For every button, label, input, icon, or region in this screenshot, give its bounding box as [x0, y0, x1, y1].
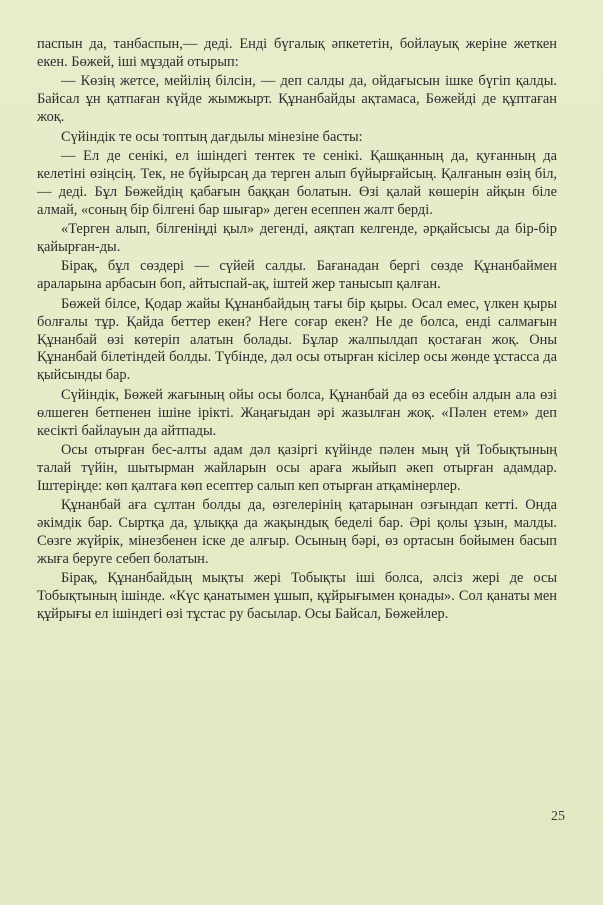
- paragraph-10: Құнанбай аға сұлтан болды да, өзгелерінің қатарынан озғындап кетті. Онда әкімдік бар. Сыртқа да, ұлыққа да жақындық беделі бар. Әрі қолы ұзын, малды. Сөзге жүйрік, мінезбенен іске де алғыр. Осының бәрі, өз ортасын бойымен басып жыға беруге себеп болатын.: [37, 497, 557, 567]
- paragraph-9: Осы отырған бес-алты адам дәл қазіргі күйінде пәлен мың үй Тобықтының талай түйін, шытырман жайларын осы араға жыйып әкеп отырған адамдар. Іштеріңде: көп қалтаға көп есептер салып кеп отырған атқамінерлер.: [37, 441, 557, 494]
- paragraph-7: Бөжей білсе, Қодар жайы Құнанбайдың тағы бір қыры. Осал емес, үлкен қыры болғалы тұр. Қайда беттер екен? Неге соғар екен? Не де болса, енді салмағын Құнанбай өзі көтеріп алатын болады. Бұлар жалпылдап қостаған жоқ. Оны Құнанбай білетіндей болды. Түбінде, дәл осы отырған кісілер осы жөнде ұстасса да қыйсынды бар.: [37, 295, 557, 384]
- paragraph-2: — Көзің жетсе, мейілің білсін, — деп салды да, ойдағысын ішке бүгіп қалды. Байсал ұн қатпаған күйде жымжырт. Құнанбайды ақтамаса, Бөжейді де құптаған жоқ.: [37, 73, 557, 126]
- paragraph-1: паспын да, танбаспын,— деді. Енді бүгалық әпкететін, бойлауық жеріне жеткен екен. Бөжей, іші мұздай отырып:: [37, 36, 557, 70]
- paragraph-6: Бірақ, бұл сөздері — сүйей салды. Бағанадан бергі сөзде Құнанбаймен араларына арбасын боп, айтыспай-ақ, іштей жер танысып қалған.: [37, 258, 557, 293]
- paragraph-3: Сүйіндік те осы топтың дағдылы мінезіне басты:: [61, 128, 363, 145]
- page-number: 25: [551, 809, 565, 824]
- paragraph-4: — Ел де сенікі, ел ішіндегі тентек те сенікі. Қашқанның да, қуғанның да келетіні өзіңсің. Тек, не бүйырсаң да терген алып бүйырғайсың. Қалғанын өзің біл, — деді. Бұл Бөжейдің қабағын баққан болатын. Өзі қалай көшерін айқын біле алмай, «соның бір білгені бар шығар» деген есеппен жалт берді.: [37, 147, 557, 218]
- paragraph-11: Бірақ, Құнанбайдың мықты жері Тобықты іші болса, әлсіз жері де осы Тобықтының ішінде. «Күс қанатымен ұшып, құйрығымен қонады». Сол қанаты мен құйрығы ел ішіндегі өзі тұстас ру басылар. Осы Байсал, Бөжейлер.: [37, 570, 557, 623]
- paragraph-5: «Терген алып, білгеніңді қыл» дегенді, аяқтап келгенде, әрқайсысы да бір-бір қайырған-ды.: [37, 221, 557, 255]
- body-text: [37, 36, 557, 626]
- paragraph-8: Сүйіндік, Бөжей жағының ойы осы болса, Құнанбай да өз есебін алдын ала өзі өлшеген бетпенен ішіне ірікті. Жаңағыдан әрі жазылған жоқ. «Пәлен етем» деп кесікті байлауын да айтпады.: [37, 386, 557, 439]
